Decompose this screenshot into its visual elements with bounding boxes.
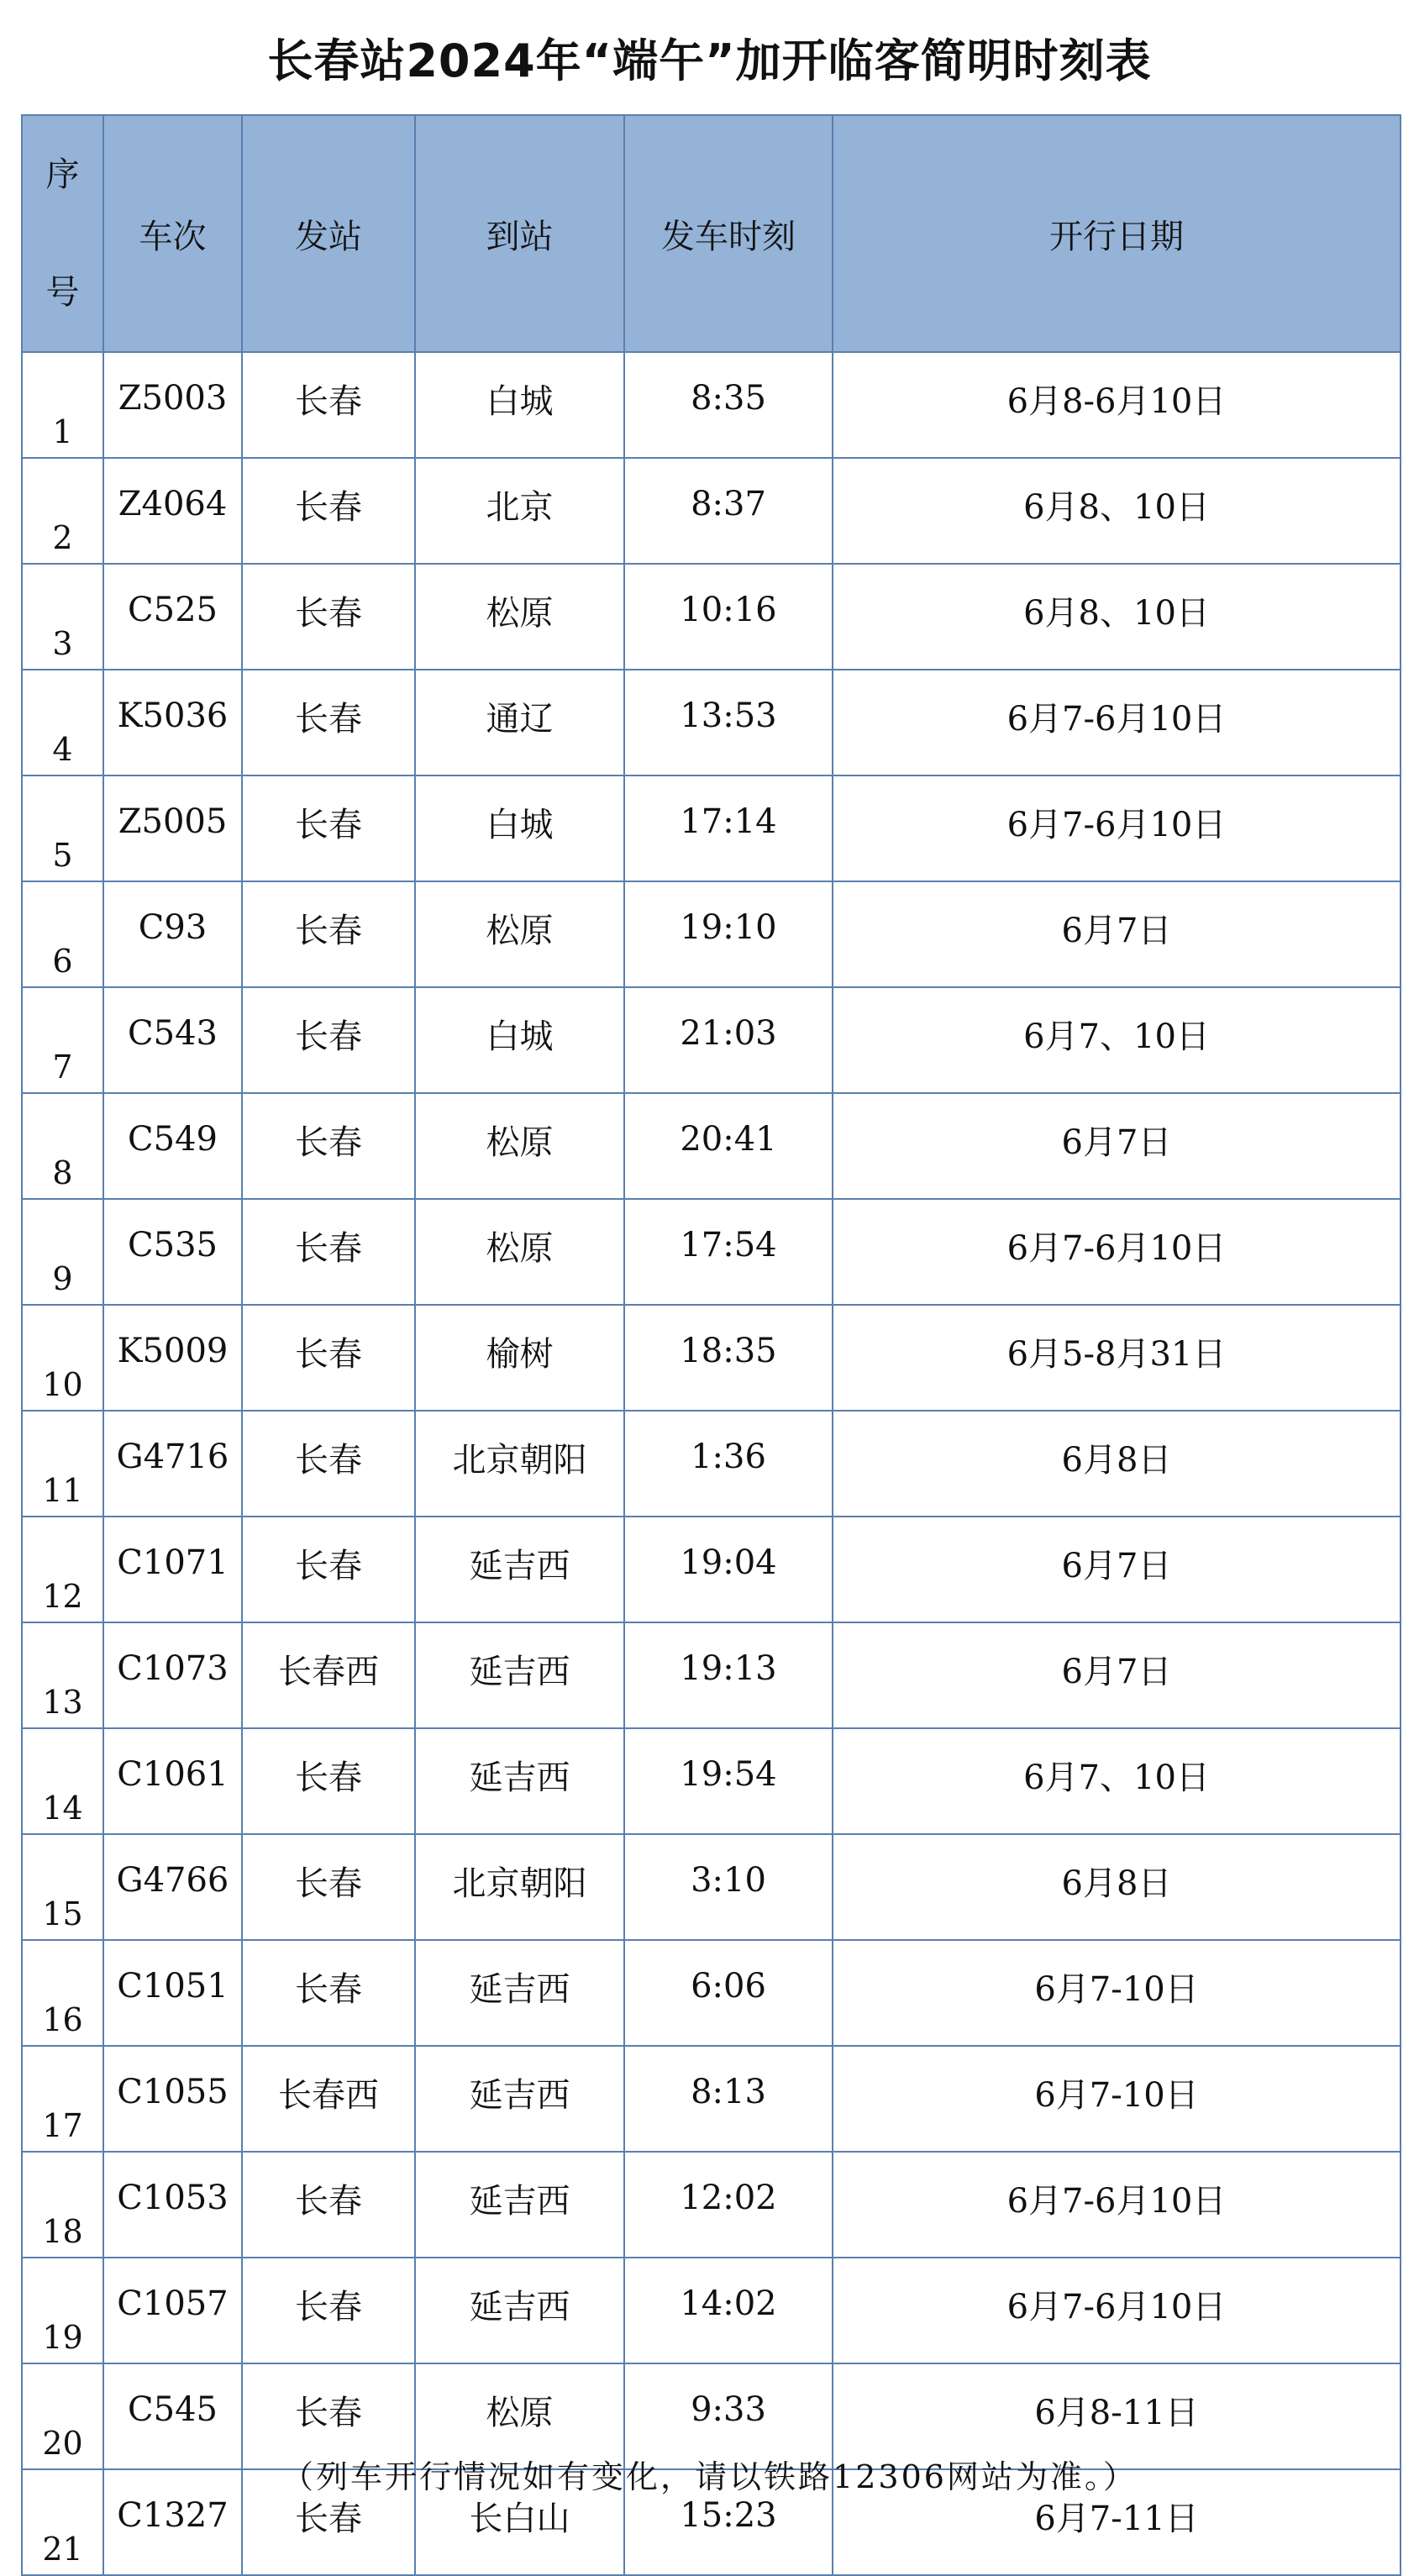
table-row — [22, 1834, 1401, 1940]
cell-from: 长春 — [242, 352, 415, 458]
cell-seq: 6 — [22, 881, 103, 987]
cell-dates: 6月7-10日 — [833, 2046, 1401, 2152]
cell-dates: 6月7日 — [833, 1093, 1401, 1199]
cell-train: C549 — [103, 1093, 242, 1199]
cell-departure: 19:54 — [624, 1728, 833, 1834]
cell-departure: 8:35 — [624, 352, 833, 458]
cell-from: 长春 — [242, 881, 415, 987]
cell-departure: 6:06 — [624, 1940, 833, 2046]
table-row — [22, 1411, 1401, 1517]
cell-seq: 21 — [22, 2469, 103, 2575]
cell-departure: 12:02 — [624, 2152, 833, 2258]
cell-departure: 14:02 — [624, 2258, 833, 2363]
cell-seq: 13 — [22, 1622, 103, 1728]
cell-seq: 12 — [22, 1517, 103, 1622]
cell-to: 延吉西 — [415, 1622, 624, 1728]
cell-departure: 1:36 — [624, 1411, 833, 1517]
header-to: 到站 — [415, 115, 624, 352]
table-row — [22, 1622, 1401, 1728]
table-row — [22, 1199, 1401, 1305]
table-row — [22, 775, 1401, 881]
cell-dates: 6月7-6月10日 — [833, 2152, 1401, 2258]
cell-from: 长春 — [242, 1517, 415, 1622]
cell-seq: 9 — [22, 1199, 103, 1305]
cell-dates: 6月7-6月10日 — [833, 1199, 1401, 1305]
cell-from: 长春 — [242, 2152, 415, 2258]
cell-departure: 21:03 — [624, 987, 833, 1093]
table-row — [22, 1305, 1401, 1411]
cell-departure: 17:14 — [624, 775, 833, 881]
cell-dates: 6月7-11日 — [833, 2469, 1401, 2575]
cell-departure: 19:04 — [624, 1517, 833, 1622]
cell-to: 北京 — [415, 458, 624, 564]
cell-departure: 19:13 — [624, 1622, 833, 1728]
cell-dates: 6月8日 — [833, 1411, 1401, 1517]
cell-dates: 6月7-6月10日 — [833, 2258, 1401, 2363]
table-row — [22, 2152, 1401, 2258]
header-from: 发站 — [242, 115, 415, 352]
cell-seq: 11 — [22, 1411, 103, 1517]
cell-train: C545 — [103, 2363, 242, 2469]
cell-from: 长春 — [242, 564, 415, 670]
cell-train: C1055 — [103, 2046, 242, 2152]
cell-to: 北京朝阳 — [415, 1834, 624, 1940]
cell-train: C1327 — [103, 2469, 242, 2575]
cell-seq: 5 — [22, 775, 103, 881]
cell-train: Z5005 — [103, 775, 242, 881]
cell-dates: 6月8、10日 — [833, 564, 1401, 670]
cell-train: K5036 — [103, 670, 242, 775]
cell-departure: 8:13 — [624, 2046, 833, 2152]
cell-to: 延吉西 — [415, 1940, 624, 2046]
cell-train: C1057 — [103, 2258, 242, 2363]
table-row — [22, 987, 1401, 1093]
header-departure: 发车时刻 — [624, 115, 833, 352]
cell-seq: 14 — [22, 1728, 103, 1834]
cell-departure: 13:53 — [624, 670, 833, 775]
cell-from: 长春 — [242, 1411, 415, 1517]
cell-from: 长春西 — [242, 2046, 415, 2152]
cell-train: C535 — [103, 1199, 242, 1305]
cell-from: 长春 — [242, 458, 415, 564]
cell-to: 通辽 — [415, 670, 624, 775]
cell-dates: 6月7-6月10日 — [833, 775, 1401, 881]
cell-dates: 6月7、10日 — [833, 1728, 1401, 1834]
cell-from: 长春 — [242, 1834, 415, 1940]
cell-seq: 20 — [22, 2363, 103, 2469]
cell-train: C543 — [103, 987, 242, 1093]
cell-departure: 8:37 — [624, 458, 833, 564]
cell-train: C1061 — [103, 1728, 242, 1834]
cell-dates: 6月8-11日 — [833, 2363, 1401, 2469]
cell-seq: 16 — [22, 1940, 103, 2046]
cell-seq: 15 — [22, 1834, 103, 1940]
timetable — [21, 114, 1401, 2576]
cell-dates: 6月7-10日 — [833, 1940, 1401, 2046]
table-row — [22, 458, 1401, 564]
cell-to: 延吉西 — [415, 1517, 624, 1622]
cell-train: C1051 — [103, 1940, 242, 2046]
cell-to: 白城 — [415, 775, 624, 881]
header-seq: 序号 — [22, 115, 103, 352]
cell-seq: 8 — [22, 1093, 103, 1199]
cell-to: 松原 — [415, 881, 624, 987]
cell-dates: 6月5-8月31日 — [833, 1305, 1401, 1411]
header-train: 车次 — [103, 115, 242, 352]
footnote: （列车开行情况如有变化，请以铁路12306网站为准。） — [281, 2458, 1138, 2495]
cell-from: 长春 — [242, 2363, 415, 2469]
cell-train: Z5003 — [103, 352, 242, 458]
cell-dates: 6月7、10日 — [833, 987, 1401, 1093]
cell-from: 长春 — [242, 2258, 415, 2363]
cell-train: C525 — [103, 564, 242, 670]
table-row — [22, 352, 1401, 458]
cell-from: 长春 — [242, 1199, 415, 1305]
cell-train: C1071 — [103, 1517, 242, 1622]
table-row — [22, 670, 1401, 775]
cell-from: 长春 — [242, 1728, 415, 1834]
cell-train: C1073 — [103, 1622, 242, 1728]
cell-to: 延吉西 — [415, 2046, 624, 2152]
cell-from: 长春 — [242, 987, 415, 1093]
cell-seq: 19 — [22, 2258, 103, 2363]
cell-from: 长春西 — [242, 1622, 415, 1728]
cell-seq: 1 — [22, 352, 103, 458]
cell-to: 松原 — [415, 1199, 624, 1305]
cell-train: C1053 — [103, 2152, 242, 2258]
cell-from: 长春 — [242, 1940, 415, 2046]
cell-seq: 7 — [22, 987, 103, 1093]
cell-from: 长春 — [242, 1093, 415, 1199]
cell-to: 北京朝阳 — [415, 1411, 624, 1517]
table-row — [22, 1093, 1401, 1199]
cell-seq: 3 — [22, 564, 103, 670]
cell-seq: 4 — [22, 670, 103, 775]
header-row — [22, 115, 1401, 352]
table-row — [22, 2046, 1401, 2152]
table-body — [22, 352, 1401, 2575]
cell-departure: 18:35 — [624, 1305, 833, 1411]
cell-seq: 2 — [22, 458, 103, 564]
cell-seq: 10 — [22, 1305, 103, 1411]
cell-to: 松原 — [415, 1093, 624, 1199]
cell-departure: 19:10 — [624, 881, 833, 987]
cell-train: G4716 — [103, 1411, 242, 1517]
cell-to: 榆树 — [415, 1305, 624, 1411]
table-row — [22, 1517, 1401, 1622]
cell-departure: 9:33 — [624, 2363, 833, 2469]
cell-dates: 6月7日 — [833, 1517, 1401, 1622]
page-title: 长春站2024年“端午”加开临客简明时刻表 — [267, 34, 1152, 87]
cell-to: 白城 — [415, 352, 624, 458]
cell-to: 松原 — [415, 2363, 624, 2469]
cell-dates: 6月8日 — [833, 1834, 1401, 1940]
cell-dates: 6月8、10日 — [833, 458, 1401, 564]
cell-departure: 10:16 — [624, 564, 833, 670]
cell-to: 长白山 — [415, 2469, 624, 2575]
cell-dates: 6月7-6月10日 — [833, 670, 1401, 775]
table-row — [22, 2258, 1401, 2363]
table-row — [22, 1940, 1401, 2046]
cell-from: 长春 — [242, 2469, 415, 2575]
cell-dates: 6月7日 — [833, 881, 1401, 987]
cell-to: 延吉西 — [415, 2152, 624, 2258]
cell-train: G4766 — [103, 1834, 242, 1940]
cell-to: 延吉西 — [415, 1728, 624, 1834]
cell-to: 延吉西 — [415, 2258, 624, 2363]
table-row — [22, 1728, 1401, 1834]
table-row — [22, 564, 1401, 670]
cell-dates: 6月8-6月10日 — [833, 352, 1401, 458]
cell-train: K5009 — [103, 1305, 242, 1411]
cell-train: Z4064 — [103, 458, 242, 564]
cell-to: 白城 — [415, 987, 624, 1093]
cell-departure: 17:54 — [624, 1199, 833, 1305]
cell-dates: 6月7日 — [833, 1622, 1401, 1728]
cell-seq: 18 — [22, 2152, 103, 2258]
cell-departure: 20:41 — [624, 1093, 833, 1199]
cell-seq: 17 — [22, 2046, 103, 2152]
cell-departure: 15:23 — [624, 2469, 833, 2575]
table-row — [22, 881, 1401, 987]
cell-from: 长春 — [242, 670, 415, 775]
cell-to: 松原 — [415, 564, 624, 670]
cell-departure: 3:10 — [624, 1834, 833, 1940]
header-dates: 开行日期 — [833, 115, 1401, 352]
cell-train: C93 — [103, 881, 242, 987]
cell-from: 长春 — [242, 775, 415, 881]
cell-from: 长春 — [242, 1305, 415, 1411]
